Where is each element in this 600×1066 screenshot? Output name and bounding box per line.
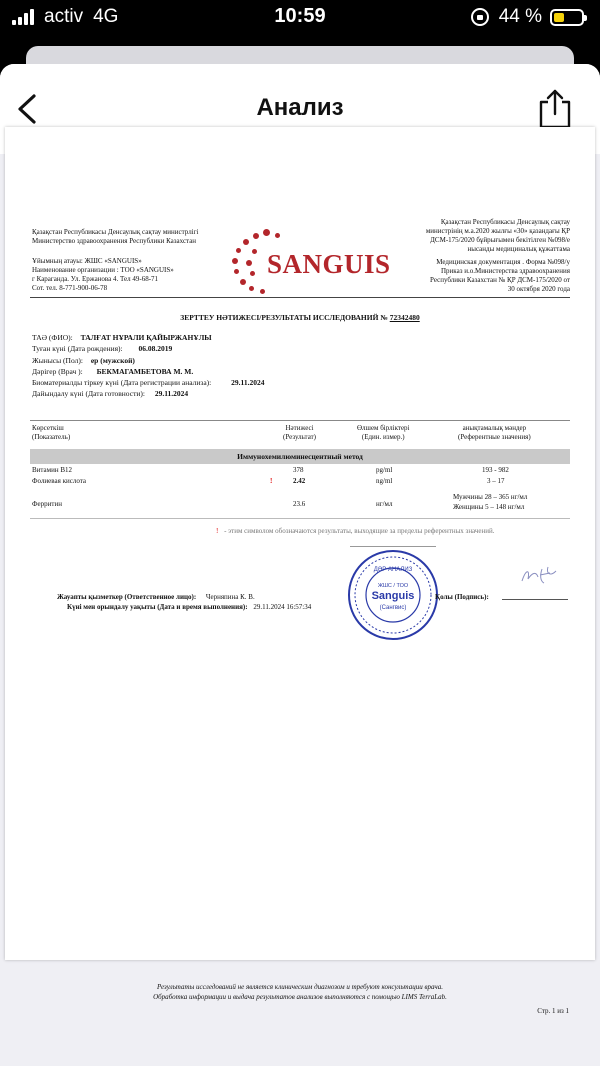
row-ref-ferritin-male: Мужчины 28 – 365 нг/мл bbox=[453, 493, 528, 501]
page-title: Анализ bbox=[256, 94, 344, 121]
method-header: Иммунохемилюминесцентный метод bbox=[30, 449, 570, 464]
sex-row: Жынысы (Пол): ер (мужской) bbox=[32, 356, 135, 365]
order-line-2: министрінің м.а.2020 жылғы «30» қазандағы ҚР bbox=[425, 227, 570, 235]
row-unit-folic-acid: ng/ml bbox=[376, 477, 393, 485]
header-divider bbox=[30, 297, 570, 298]
org-phone: Сот. тел. 8-771-900-06-78 bbox=[32, 284, 108, 292]
patient-row: ТАӘ (ФИО): ТАЛҒАТ НҰРАЛИ ҚАЙЫРЖАНҰЛЫ bbox=[32, 333, 212, 342]
row-name-folic-acid: Фолиевая кислота bbox=[32, 477, 86, 485]
svg-text:(Сангвис): (Сангвис) bbox=[379, 605, 407, 611]
row-result-folic-acid: 2.42 bbox=[293, 477, 306, 485]
signature-line bbox=[502, 599, 568, 600]
status-right bbox=[471, 6, 584, 28]
row-ref-folic-acid: 3 – 17 bbox=[487, 477, 505, 485]
svg-text:ДӘР АНАЛИЗ: ДӘР АНАЛИЗ bbox=[373, 567, 413, 573]
med-form-line-4: 30 октября 2020 года bbox=[507, 285, 570, 293]
ministry-ru: Министерство здравоохранения Республики Казахстан bbox=[32, 237, 197, 245]
svg-text:Sanguis: Sanguis bbox=[371, 590, 415, 602]
med-form-line-1: Медицинская документация . Форма №098/у bbox=[436, 258, 570, 266]
table-top-line bbox=[30, 420, 570, 421]
dob-row: Туған күні (Дата рождения): 06.08.2019 bbox=[32, 344, 173, 353]
row-result-vitamin-b12: 378 bbox=[293, 466, 304, 474]
out-of-range-flag: ! bbox=[270, 477, 273, 485]
stamp-line bbox=[350, 546, 436, 547]
org-name-kz: Ұйымның атауы: ЖШС «SANGUIS» bbox=[32, 257, 142, 265]
svg-text:ЖШС / ТОО: ЖШС / ТОО bbox=[377, 583, 409, 589]
order-line-1: Қазақстан Республикасы Денсаулық сақтау bbox=[440, 218, 570, 226]
footnote: ! - этим символом обозначаются результаты, выходящие за пределы референтных значений. bbox=[216, 527, 495, 535]
table-bottom-line bbox=[30, 518, 570, 519]
results-title: ЗЕРТТЕУ НӘТИЖЕСІ/РЕЗУЛЬТАТЫ ИССЛЕДОВАНИЙ № 72342480 bbox=[180, 313, 420, 322]
row-result-ferritin: 23.6 bbox=[293, 500, 306, 508]
sanguis-logo-text: SANGUIS bbox=[267, 249, 391, 279]
datetime-row: Күні мен орындалу уақыты (Дата и время выполнения): 29.11.2024 16:57:34 bbox=[67, 603, 312, 611]
row-unit-vitamin-b12: pg/ml bbox=[376, 466, 393, 474]
col-unit: Өлшем бірліктері (Един. измер.) bbox=[357, 424, 410, 441]
network-label: 4G bbox=[93, 6, 119, 27]
signature bbox=[516, 563, 566, 589]
analysis-document[interactable] bbox=[5, 127, 595, 1015]
battery-icon bbox=[550, 9, 584, 26]
order-line-3: ДСМ-175/2020 бұйрығымен бекітілген №098/е bbox=[430, 236, 570, 244]
page-number: Стр. 1 из 1 bbox=[537, 1007, 569, 1015]
responsible-row: Жауапты қызметкер (Ответственное лицо): Черняпина К. В. bbox=[57, 593, 255, 601]
signature-label: Қолы (Подпись): bbox=[435, 593, 489, 601]
disclaimer-1: Результаты исследований не является клиническим диагнозом и требуют консультации врача. bbox=[157, 983, 443, 991]
battery-percent: 44 % bbox=[498, 6, 542, 27]
seal-stamp bbox=[347, 549, 439, 641]
org-address: г Караганда. Ул. Ержанова 4. Тел 49-68-71 bbox=[32, 275, 159, 283]
status-bar bbox=[0, 0, 600, 34]
registration-row: Биоматериалды тіркеу күні (Дата регистрации анализа): 29.11.2024 bbox=[32, 378, 265, 387]
col-result: Нәтижесі (Результат) bbox=[283, 424, 317, 441]
order-line-4: нысанды медициналық құжаттама bbox=[467, 245, 570, 253]
med-form-line-3: Республики Казахстан № ҚР ДСМ-175/2020 от bbox=[430, 276, 570, 284]
ministry-kz: Қазақстан Республикасы Денсаулық сақтау министрлігі bbox=[32, 228, 199, 236]
doctor-row: Дәрігер (Врач ): БЕКМАГАМБЕТОВА М. М. bbox=[32, 367, 194, 376]
carrier-label: activ bbox=[44, 6, 84, 27]
clock: 10:59 bbox=[274, 5, 326, 27]
row-name-vitamin-b12: Витамин B12 bbox=[32, 466, 73, 474]
col-reference: анықтамалық мәндер (Референтные значения) bbox=[458, 424, 531, 441]
share-icon[interactable] bbox=[537, 88, 573, 130]
orientation-lock-icon bbox=[471, 8, 489, 26]
disclaimer-2: Обработка информации и выдача результатов анализов выполняются с помощью LIMS TerraLab. bbox=[153, 993, 447, 1001]
row-ref-ferritin-female: Женщины 5 – 148 нг/мл bbox=[453, 503, 525, 511]
org-name-ru: Наименование организации : ТОО «SANGUIS» bbox=[32, 266, 174, 274]
col-indicator: Көрсеткіш (Показатель) bbox=[32, 424, 71, 441]
row-name-ferritin: Ферритин bbox=[32, 500, 62, 508]
row-ref-vitamin-b12: 193 - 982 bbox=[482, 466, 509, 474]
med-form-line-2: Приказ и.о.Министерства здравоохранения bbox=[441, 267, 570, 275]
ready-row: Дайындалу күні (Дата готовности): 29.11.2024 bbox=[32, 389, 189, 398]
row-unit-ferritin: нг/мл bbox=[376, 500, 393, 508]
